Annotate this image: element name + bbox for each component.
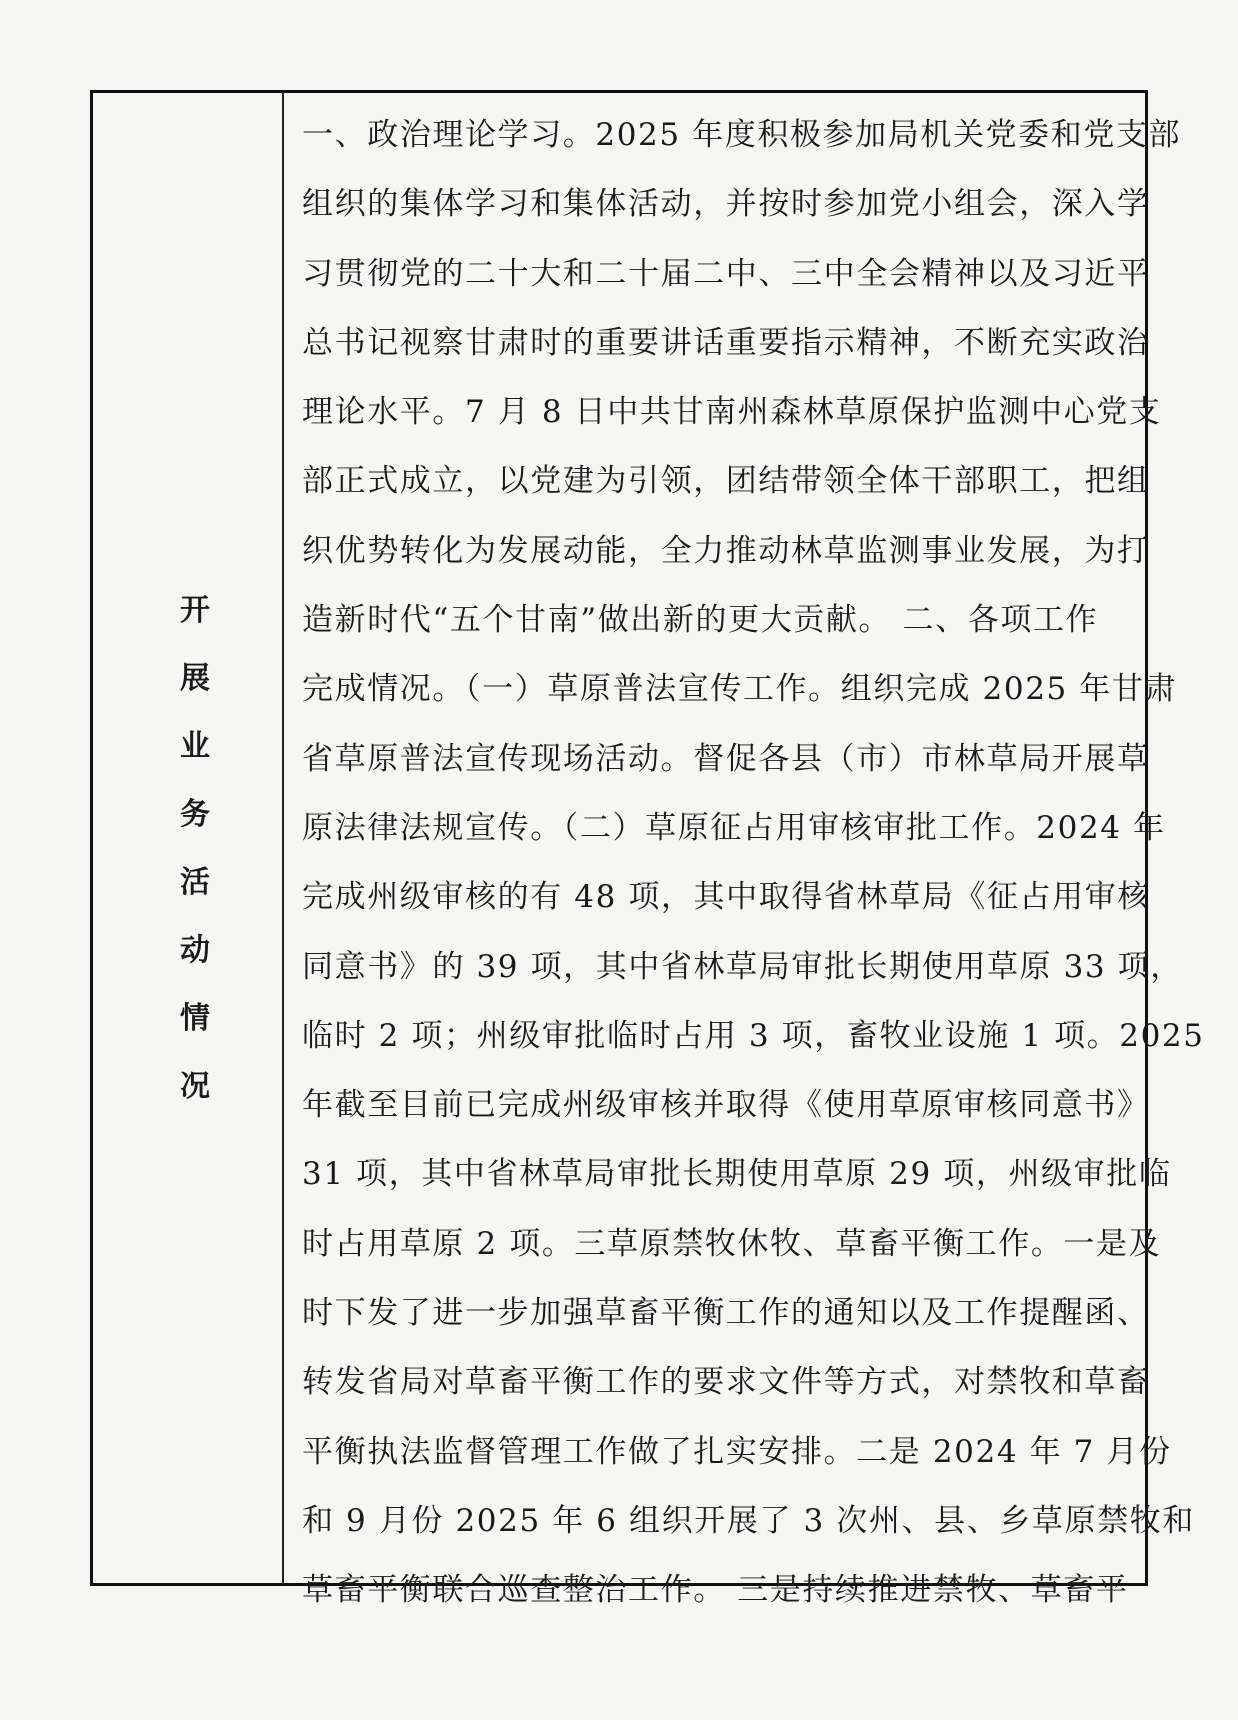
row-label-kaizhan-yewu-huodong-qingkuang [175, 593, 215, 1140]
text-line: 理论水平。7 月 8 日中共甘南州森林草原保护监测中心党支 [302, 394, 1162, 431]
text-line: 织优势转化为发展动能，全力推动林草监测事业发展，为打 [302, 532, 1150, 569]
row-label-char: 展 [180, 661, 210, 696]
text-line: 部正式成立，以党建为引领，团结带领全体干部职工，把组 [302, 463, 1150, 500]
column-divider [282, 92, 284, 1584]
text-line: 时下发了进一步加强草畜平衡工作的通知以及工作提醒函、 [302, 1295, 1150, 1332]
row-label-char: 情 [180, 1001, 210, 1036]
row-label-char: 业 [180, 729, 210, 764]
row-label-char: 活 [180, 865, 210, 900]
text-line: 习贯彻党的二十大和二十届二中、三中全会精神以及习近平 [302, 255, 1150, 292]
text-line: 完成情况。（一）草原普法宣传工作。组织完成 2025 年甘肃 [302, 671, 1178, 708]
text-line: 组织的集体学习和集体活动，并按时参加党小组会，深入学 [302, 186, 1150, 223]
text-line: 31 项，其中省林草局审批长期使用草原 29 项，州级审批临 [302, 1156, 1172, 1193]
text-line: 年截至目前已完成州级审核并取得《使用草原审核同意书》 [302, 1087, 1150, 1124]
text-line: 总书记视察甘肃时的重要讲话重要指示精神，不断充实政治 [302, 324, 1150, 361]
text-line: 时占用草原 2 项。三草原禁牧休牧、草畜平衡工作。一是及 [302, 1225, 1162, 1262]
text-line: 同意书》的 39 项，其中省林草局审批长期使用草原 33 项， [302, 948, 1183, 985]
text-line: 临时 2 项；州级审批临时占用 3 项，畜牧业设施 1 项。2025 [302, 1017, 1205, 1054]
text-line: 省草原普法宣传现场活动。督促各县（市）市林草局开展草 [302, 740, 1150, 777]
row-label-char: 务 [180, 797, 210, 832]
text-line: 原法律法规宣传。（二）草原征占用审核审批工作。2024 年 [302, 809, 1166, 846]
text-line: 和 9 月份 2025 年 6 组织开展了 3 次州、县、乡草原禁牧和 [302, 1502, 1195, 1539]
text-line: 一、政治理论学习。2025 年度积极参加局机关党委和党支部 [302, 117, 1182, 153]
text-line: 完成州级审核的有 48 项，其中取得省林草局《征占用审核 [302, 879, 1150, 916]
text-line: 平衡执法监督管理工作做了扎实安排。二是 2024 年 7 月份 [302, 1433, 1172, 1470]
row-label-char: 开 [180, 593, 210, 628]
text-line: 草畜平衡联合巡查整治工作。 三是持续推进禁牧、草畜平 [302, 1572, 1129, 1609]
text-line: 转发省局对草畜平衡工作的要求文件等方式，对禁牧和草畜 [302, 1364, 1150, 1401]
activity-description-text [302, 110, 1205, 1635]
text-line: 造新时代“五个甘南”做出新的更大贡献。 二、各项工作 [302, 602, 1099, 639]
row-label-char: 况 [180, 1069, 210, 1104]
row-label-char: 动 [180, 933, 210, 968]
